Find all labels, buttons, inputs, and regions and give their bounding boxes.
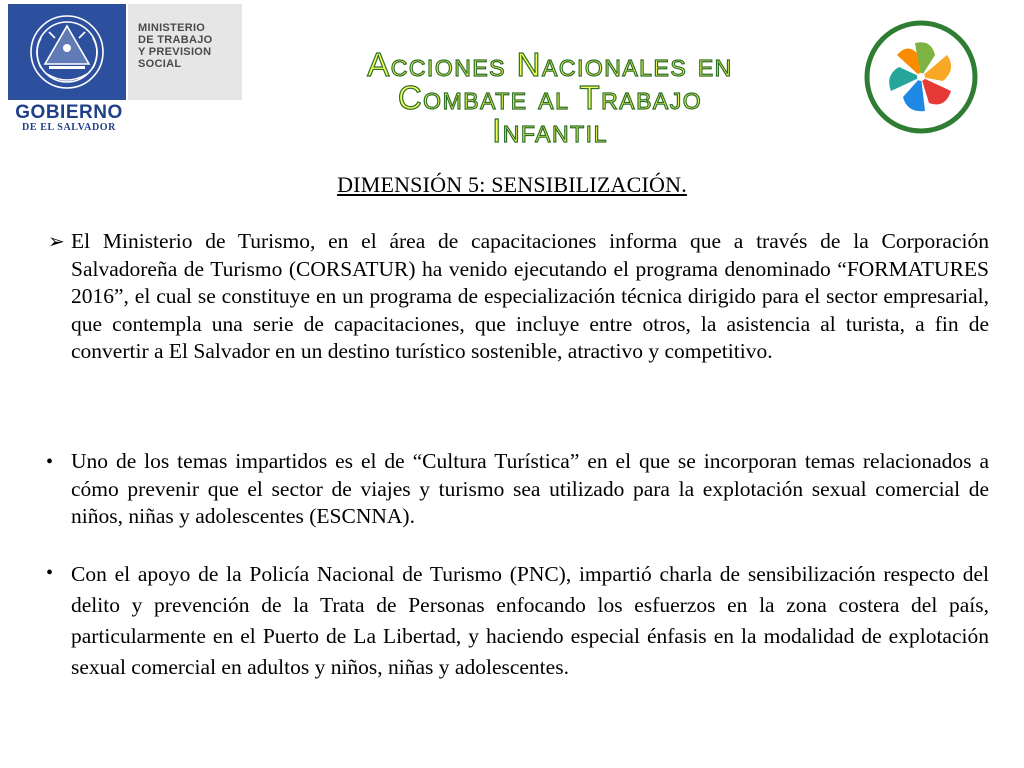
pinwheel-logo-icon [862,18,980,136]
bullet-paragraph-3: Con el apoyo de la Policía Nacional de Turismo (PNC), impartió charla de sensibilización respecto del delito y prevención de la Trata de Personas enfocando los esfuerzos en la zona costera del país, particularmente en el Puerto de La Libertad, y haciendo especial énfasis en la modalidad de explotación sexual comercial en adultos y niños, niñas y adolescentes. [71,562,989,679]
de-el-salvador-label: DE EL SALVADOR [22,122,116,133]
coat-of-arms-icon [8,4,126,100]
ministry-name: MINISTERIO DE TRABAJO Y PREVISION SOCIAL [138,22,213,70]
dot-bullet-icon: • [46,451,54,473]
bullet-paragraph-1: El Ministerio de Turismo, en el área de capacitaciones informa que a través de la Corporación Salvadoreña de Turismo (CORSATUR) ha venido ejecutando el programa denominado “FORMATURES 2016”, el cual se constituye en un programa de especialización técnica dirigido para el sector empresarial, que contempla una serie de capacitaciones, que incluye entre otros, la asistencia al turista, a fin de convertir a El Salvador en un destino turístico sostenible, atractivo y competitivo. [71,229,989,363]
ministry-panel [128,4,242,100]
bullet-paragraph-2: Uno de los temas impartidos es el de “Cultura Turística” en el que se incorporan temas relacionados a cómo prevenir que el sector de viajes y turismo sea utilizado para la explotación sexual comercial de niños, niñas y adolescentes (ESCNNA). [71,449,989,528]
gobierno-label: GOBIERNO [15,102,123,123]
slide-title: Acciones Nacionales en Combate al Trabajo Infantil [367,46,733,149]
dot-bullet-icon: • [46,562,54,584]
section-subtitle: DIMENSIÓN 5: SENSIBILIZACIÓN. [337,172,687,197]
arrow-bullet-icon: ➢ [48,231,65,253]
ministry-logo [8,4,244,136]
